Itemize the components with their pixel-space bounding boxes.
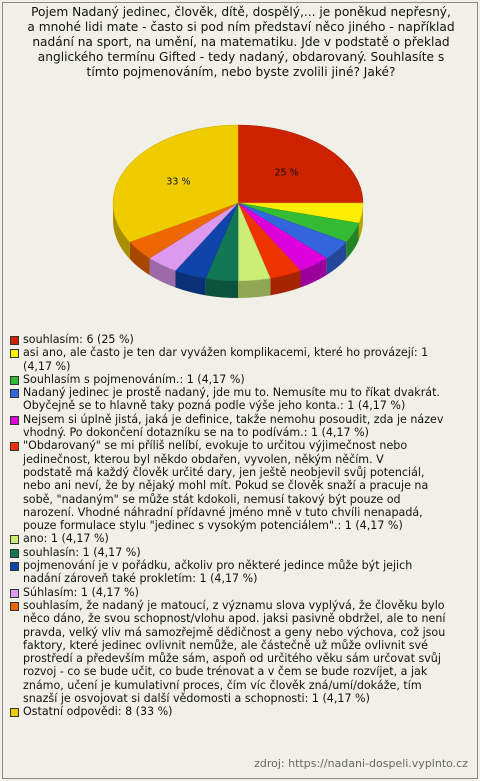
legend-item bbox=[10, 559, 476, 586]
legend-swatch bbox=[10, 336, 19, 345]
legend bbox=[10, 333, 476, 719]
legend-item bbox=[10, 532, 476, 545]
slice-percent-label-12: 33 % bbox=[166, 176, 191, 188]
legend-item bbox=[10, 586, 476, 599]
chart-frame bbox=[2, 2, 478, 779]
legend-label: asi ano, ale často je ten dar vyvážen komplikacemi, které ho provázejí: 1 (4,17 %) bbox=[23, 346, 429, 373]
legend-swatch bbox=[10, 442, 19, 451]
legend-label: souhlasím, že nadaný je matoucí, z významu slova vyplývá, že člověku bylo něco dáno, že svou schopnost/vlohu apod. jaksi pasivně obdržel, ale to není pravda, velký vliv má samozřejmě dědičnost a geny nebo výchova, což jsou faktory, které jedinec ovlivnit nemůže, ale částečně už může ovlivnit své prostředí a především může sám, aspoň od určitého věku sám určovat svůj rozvoj - co se bude učit, co bude trénovat a v čem se bude rozvíjet, a jak známo, učení je kumulativní proces, čím víc člověk zná/umí/dokáže, tím snazší je osvojovat si další vědomosti a schopnosti: 1 (4,17 %) bbox=[23, 598, 446, 706]
legend-label: Nejsem si úplně jistá, jaká je definice, takže nemohu posoudit, zda je název vhodný. Po dokončení dotazníku se na to podívám.: 1 (4,17 %) bbox=[23, 412, 444, 440]
source-footer: zdroj: https://nadani-dospeli.vyplnto.cz bbox=[254, 757, 468, 770]
legend-swatch bbox=[10, 376, 19, 385]
legend-swatch bbox=[10, 589, 19, 598]
pie-slice-side-7 bbox=[238, 278, 270, 298]
legend-swatch bbox=[10, 708, 19, 717]
legend-item bbox=[10, 599, 476, 705]
legend-swatch bbox=[10, 549, 19, 558]
chart-title: Pojem Nadaný jedinec, člověk, dítě, dospělý,... je poněkud nepřesný, a mnohé lidi mate - často si pod ním představí něco jiného - například nadání na sport, na umění, na matematiku. Jde v podstatě o překlad anglického termínu Gifted - tedy nadaný, obdarovaný. Souhlasíte s tímto pojmenováním, nebo byste zvolili jiné? Jaké? bbox=[27, 5, 455, 79]
legend-item bbox=[10, 546, 476, 559]
pie-slice-side-8 bbox=[206, 278, 238, 298]
legend-item bbox=[10, 386, 476, 413]
legend-label: souhlasím: 6 (25 %) bbox=[23, 333, 134, 346]
legend-label: Souhlasím s pojmenováním.: 1 (4,17 %) bbox=[23, 372, 245, 386]
legend-label: Ostatní odpovědi: 8 (33 %) bbox=[23, 705, 173, 719]
legend-label: Súhlasím: 1 (4,17 %) bbox=[23, 585, 139, 599]
legend-item bbox=[10, 373, 476, 386]
pie-chart bbox=[7, 123, 475, 333]
legend-item bbox=[10, 346, 476, 373]
legend-swatch bbox=[10, 535, 19, 544]
slice-percent-label-1: 25 % bbox=[274, 167, 299, 179]
legend-label: ano: 1 (4,17 %) bbox=[23, 532, 109, 546]
legend-swatch bbox=[10, 416, 19, 425]
legend-item bbox=[10, 705, 476, 718]
legend-swatch bbox=[10, 602, 19, 611]
legend-swatch bbox=[10, 349, 19, 358]
legend-label: Nadaný jedinec je prostě nadaný, jde mu to. Nemusíte mu to říkat dvakrát. Obyčejně se to hlavně taky pozná podle výše jeho konta.: 1 (4,17 %) bbox=[23, 386, 440, 413]
legend-item bbox=[10, 333, 476, 346]
legend-label: "Obdarovaný" se mi příliš nelíbí, evokuje to určitou výjimečnost nebo jedinečnost, kterou byl někdo obdařen, vyvolen, někým něčím. V podstatě má každý člověk určité dary, jen ještě neobjevil svůj potenciál, nebo ani neví, že by nějaký mohl mít. Pokud se člověk snaží a pracuje na sobě, "nadaným" se může stát kdokoli, nemusí takový být pouze od narození. Vhodné náhradní přídavné jméno mně v tuto chvíli nenapadá, pouze formulace stylu "jedinec s vysokým potenciálem".: 1 (4,17 %) bbox=[23, 439, 429, 533]
legend-swatch bbox=[10, 562, 19, 571]
legend-label: souhlasín: 1 (4,17 %) bbox=[23, 545, 141, 559]
legend-label: pojmenování je v pořádku, ačkoliv pro některé jedince může být jejich nadání zároveň také prokletím: 1 (4,17 %) bbox=[23, 559, 413, 586]
pie-slice-1 bbox=[238, 125, 363, 203]
legend-swatch bbox=[10, 389, 19, 398]
legend-item bbox=[10, 413, 476, 440]
legend-item bbox=[10, 439, 476, 532]
